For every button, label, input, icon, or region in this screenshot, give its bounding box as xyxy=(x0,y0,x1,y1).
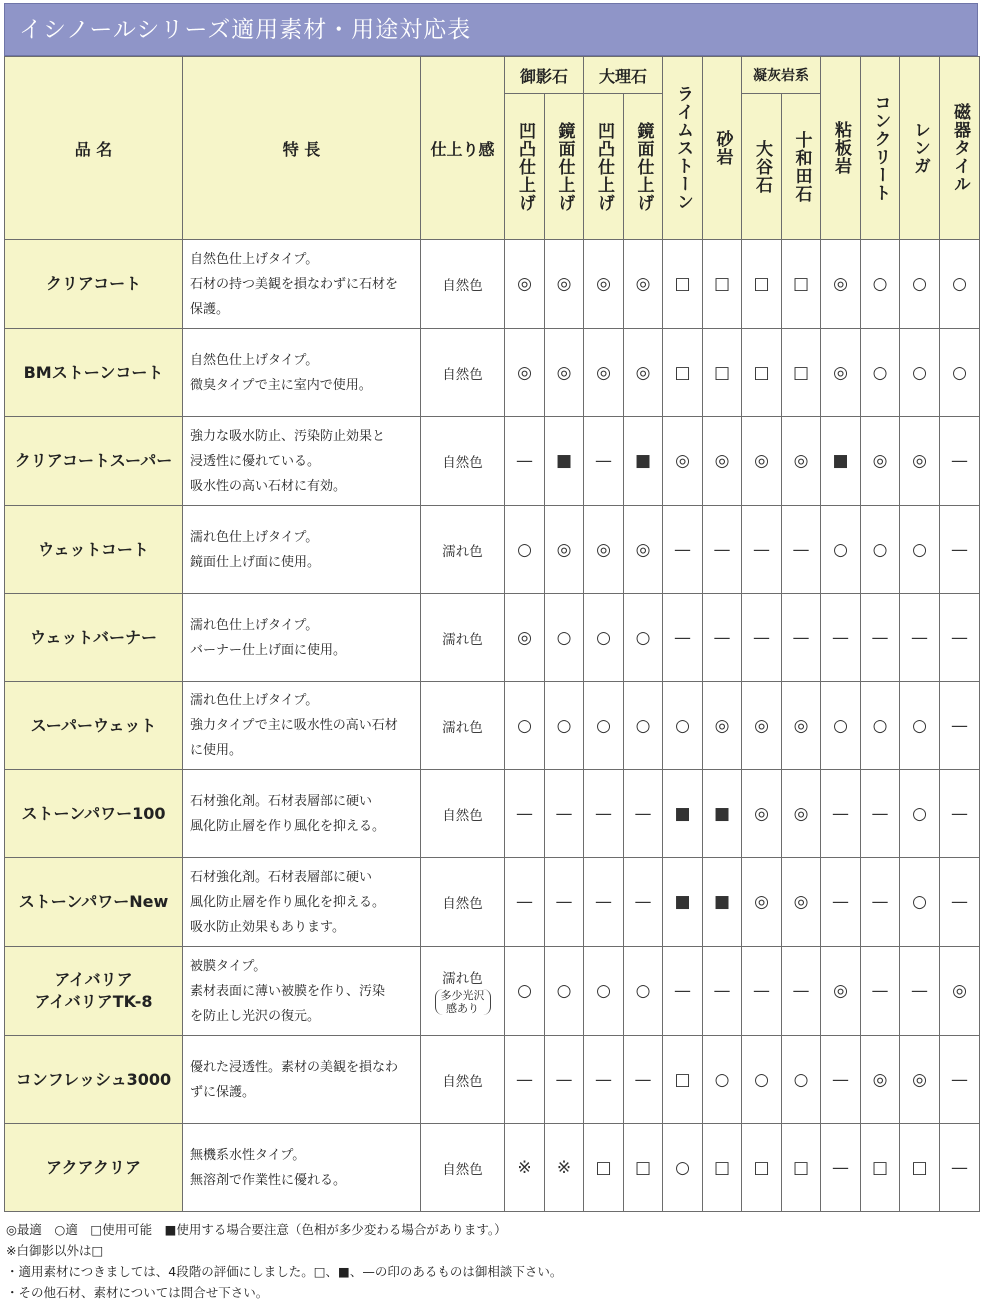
header-col-granite-rough: 凹凸仕上げ xyxy=(505,94,545,240)
finish-cell xyxy=(421,947,505,1036)
header-group-marble: 大理石 xyxy=(584,57,663,94)
rating-mark: □ xyxy=(584,1124,624,1212)
rating-mark: ○ xyxy=(505,506,545,594)
finish-cell xyxy=(421,329,505,417)
rating-mark: □ xyxy=(742,1124,782,1212)
feature-line: 無機系水性タイプ。 xyxy=(190,1147,306,1163)
feature-line: 浸透性に優れている。 xyxy=(190,453,321,469)
rating-mark: — xyxy=(703,947,742,1036)
header-col-marble-polished: 鏡面仕上げ xyxy=(624,94,663,240)
rating-mark: — xyxy=(584,770,624,858)
rating-mark: — xyxy=(940,1036,980,1124)
feature-line: 素材表面に薄い被膜を作り、汚染 xyxy=(190,983,386,999)
finish-cell xyxy=(421,506,505,594)
header-group-granite: 御影石 xyxy=(505,57,584,94)
rating-mark: ○ xyxy=(821,506,861,594)
product-name-cell xyxy=(5,506,183,594)
rating-mark: ○ xyxy=(663,1124,703,1212)
rating-mark: — xyxy=(624,770,663,858)
finish-cell xyxy=(421,1124,505,1212)
feature-line: 強力な吸水防止、汚染防止効果と xyxy=(190,428,386,444)
rating-mark: — xyxy=(861,947,900,1036)
feature-line: 石材の持つ美観を損なわずに石材を xyxy=(190,276,399,292)
feature-line: 鏡面仕上げ面に使用。 xyxy=(190,554,321,570)
legend-notes xyxy=(6,1219,976,1303)
rating-mark: □ xyxy=(663,329,703,417)
rating-mark: — xyxy=(584,417,624,506)
rating-mark: ○ xyxy=(663,682,703,770)
product-name: ウェットコート xyxy=(38,539,149,559)
rating-mark: ◎ xyxy=(505,329,545,417)
rating-mark: ■ xyxy=(703,770,742,858)
rating-mark: — xyxy=(821,594,861,682)
feature-line: 優れた浸透性。素材の美観を損なわ xyxy=(190,1059,399,1075)
rating-mark: ○ xyxy=(900,240,940,329)
rating-mark: ◎ xyxy=(545,240,584,329)
header-product: 品 名 xyxy=(5,57,183,240)
finish-value: 自然色 xyxy=(442,455,483,471)
rating-mark: ◎ xyxy=(584,240,624,329)
rating-mark: ○ xyxy=(584,947,624,1036)
rating-mark: — xyxy=(742,947,782,1036)
rating-mark: ○ xyxy=(505,682,545,770)
compatibility-table xyxy=(4,56,980,1212)
rating-mark: ○ xyxy=(861,240,900,329)
rating-mark: □ xyxy=(703,1124,742,1212)
product-name-cell xyxy=(5,1036,183,1124)
finish-value: 濡れ色 xyxy=(442,970,483,987)
rating-mark: — xyxy=(861,594,900,682)
header-col-towada-stone: 十和田石 xyxy=(782,94,821,240)
rating-mark: ○ xyxy=(703,1036,742,1124)
finish-value: 自然色 xyxy=(442,278,483,294)
rating-mark: □ xyxy=(782,329,821,417)
table-row xyxy=(5,329,980,417)
finish-value: 濡れ色 xyxy=(442,719,483,736)
feature-cell xyxy=(183,1036,421,1124)
rating-mark: — xyxy=(505,770,545,858)
rating-mark: □ xyxy=(782,240,821,329)
rating-mark: ◎ xyxy=(703,417,742,506)
header-col-slate: 粘板岩 xyxy=(821,57,861,240)
rating-mark: — xyxy=(940,417,980,506)
finish-value: 自然色 xyxy=(442,807,483,824)
finish-value: 自然色 xyxy=(442,896,483,912)
feature-cell xyxy=(183,682,421,770)
product-name: アイバリア xyxy=(54,970,133,989)
rating-mark: — xyxy=(505,417,545,506)
rating-mark: — xyxy=(703,506,742,594)
rating-mark: ○ xyxy=(782,1036,821,1124)
rating-mark: ○ xyxy=(900,506,940,594)
rating-mark: — xyxy=(505,1036,545,1124)
feature-line: 風化防止層を作り風化を抑える。 xyxy=(190,894,386,910)
note-contact: ・その他石材、素材については問合せ下さい。 xyxy=(6,1285,269,1300)
rating-mark: — xyxy=(663,947,703,1036)
rating-mark: ■ xyxy=(663,770,703,858)
feature-line: 自然色仕上げタイプ。 xyxy=(190,352,319,368)
table-row xyxy=(5,506,980,594)
rating-mark: — xyxy=(861,858,900,947)
product-name-cell xyxy=(5,417,183,506)
rating-mark: ◎ xyxy=(742,858,782,947)
rating-mark: □ xyxy=(663,1036,703,1124)
rating-mark: ◎ xyxy=(900,1036,940,1124)
product-name-cell xyxy=(5,770,183,858)
header-col-concrete: コンクリート xyxy=(861,57,900,240)
rating-mark: — xyxy=(663,594,703,682)
product-name: BMストーンコート xyxy=(23,362,164,382)
rating-mark: ◎ xyxy=(821,329,861,417)
product-name: コンフレッシュ3000 xyxy=(15,1069,172,1089)
feature-cell xyxy=(183,858,421,947)
rating-mark: ○ xyxy=(900,858,940,947)
feature-line: 吸水防止効果もあります。 xyxy=(190,919,345,935)
product-name: ストーンパワー100 xyxy=(21,803,166,823)
rating-mark: ◎ xyxy=(782,858,821,947)
rating-mark: — xyxy=(940,770,980,858)
table-row xyxy=(5,770,980,858)
header-group-tuff: 凝灰岩系 xyxy=(742,57,821,94)
product-name-cell xyxy=(5,594,183,682)
feature-cell xyxy=(183,770,421,858)
rating-mark: ○ xyxy=(545,682,584,770)
feature-line: 濡れ色仕上げタイプ。 xyxy=(190,617,319,633)
header-col-brick: レンガ xyxy=(900,57,940,240)
header-col-granite-polished: 鏡面仕上げ xyxy=(545,94,584,240)
feature-cell xyxy=(183,947,421,1036)
feature-line: 強力タイプで主に吸水性の高い石材 xyxy=(190,718,398,733)
feature-cell xyxy=(183,417,421,506)
feature-line: 濡れ色仕上げタイプ。 xyxy=(190,693,319,708)
product-name-cell xyxy=(5,947,183,1036)
rating-mark: ○ xyxy=(624,947,663,1036)
rating-mark: — xyxy=(940,1124,980,1212)
finish-note xyxy=(435,989,491,1015)
feature-line: 濡れ色仕上げタイプ。 xyxy=(190,529,319,545)
product-name-cell xyxy=(5,858,183,947)
header-col-porcelain-tile: 磁器タイル xyxy=(940,57,980,240)
rating-mark: ◎ xyxy=(782,417,821,506)
rating-mark: — xyxy=(821,1124,861,1212)
rating-mark: ○ xyxy=(940,329,980,417)
rating-mark: ■ xyxy=(821,417,861,506)
rating-mark: ◎ xyxy=(505,240,545,329)
rating-mark: — xyxy=(940,682,980,770)
finish-cell xyxy=(421,417,505,506)
finish-cell xyxy=(421,240,505,329)
rating-mark: ■ xyxy=(703,858,742,947)
rating-mark: ○ xyxy=(821,682,861,770)
table-row xyxy=(5,417,980,506)
rating-mark: — xyxy=(545,770,584,858)
rating-mark: ○ xyxy=(545,594,584,682)
rating-mark: — xyxy=(782,947,821,1036)
header-col-sandstone: 砂岩 xyxy=(703,57,742,240)
product-name-cell xyxy=(5,329,183,417)
finish-cell xyxy=(421,682,505,770)
finish-value: 濡れ色 xyxy=(442,631,483,648)
rating-mark: — xyxy=(742,506,782,594)
product-name-secondary: アイバリアTK-8 xyxy=(34,992,153,1011)
note-white-granite: ※白御影以外は□ xyxy=(6,1243,104,1258)
product-name-cell xyxy=(5,1124,183,1212)
feature-line: に使用。 xyxy=(190,743,243,758)
rating-mark: ◎ xyxy=(624,506,663,594)
table-row xyxy=(5,858,980,947)
rating-mark: — xyxy=(940,858,980,947)
header-col-oya-stone: 大谷石 xyxy=(742,94,782,240)
rating-mark: ○ xyxy=(742,1036,782,1124)
finish-note-line: 感あり xyxy=(446,1001,479,1015)
rating-mark: — xyxy=(821,858,861,947)
rating-mark: ◎ xyxy=(742,417,782,506)
rating-mark: ◎ xyxy=(821,947,861,1036)
product-name: スーパーウェット xyxy=(30,715,157,735)
rating-mark: ◎ xyxy=(782,682,821,770)
finish-value: 自然色 xyxy=(442,1161,483,1178)
rating-mark: ○ xyxy=(505,947,545,1036)
rating-mark: ◎ xyxy=(545,506,584,594)
rating-mark: — xyxy=(742,594,782,682)
rating-mark: □ xyxy=(900,1124,940,1212)
feature-line: バーナー仕上げ面に使用。 xyxy=(190,642,347,658)
table-row xyxy=(5,947,980,1036)
feature-cell xyxy=(183,594,421,682)
feature-line: 風化防止層を作り風化を抑える。 xyxy=(190,818,386,834)
finish-note-line: 多少光沢 xyxy=(440,988,485,1002)
rating-mark: — xyxy=(624,858,663,947)
rating-mark: ◎ xyxy=(663,417,703,506)
feature-cell xyxy=(183,1124,421,1212)
header-col-limestone: ライムストーン xyxy=(663,57,703,240)
rating-mark: □ xyxy=(861,1124,900,1212)
rating-mark: ○ xyxy=(624,682,663,770)
rating-mark: — xyxy=(940,506,980,594)
product-name: アクアクリア xyxy=(45,1157,142,1177)
rating-mark: ◎ xyxy=(742,770,782,858)
finish-cell xyxy=(421,594,505,682)
finish-value: 自然色 xyxy=(442,366,483,383)
rating-mark: □ xyxy=(782,1124,821,1212)
finish-value: 自然色 xyxy=(442,1073,483,1090)
rating-mark: ◎ xyxy=(545,329,584,417)
rating-mark: — xyxy=(663,506,703,594)
rating-mark: ※ xyxy=(545,1124,584,1212)
rating-mark: ○ xyxy=(584,594,624,682)
rating-mark: — xyxy=(861,770,900,858)
finish-value: 濡れ色 xyxy=(442,543,483,560)
rating-mark: □ xyxy=(703,240,742,329)
rating-mark: ■ xyxy=(545,417,584,506)
rating-mark: — xyxy=(782,594,821,682)
table-row xyxy=(5,1036,980,1124)
feature-line: 石材強化剤。石材表層部に硬い xyxy=(190,869,373,885)
feature-line: 自然色仕上げタイプ。 xyxy=(190,251,319,267)
rating-mark: — xyxy=(584,1036,624,1124)
product-name-cell xyxy=(5,682,183,770)
rating-mark: — xyxy=(624,1036,663,1124)
rating-mark: ◎ xyxy=(742,682,782,770)
product-name-cell xyxy=(5,240,183,329)
product-name: ストーンパワーNew xyxy=(18,892,169,911)
table-row xyxy=(5,594,980,682)
rating-mark: ○ xyxy=(861,506,900,594)
rating-mark: ○ xyxy=(584,682,624,770)
rating-mark: ◎ xyxy=(900,417,940,506)
rating-mark: ◎ xyxy=(782,770,821,858)
rating-mark: □ xyxy=(703,329,742,417)
rating-mark: □ xyxy=(624,1124,663,1212)
rating-mark: ◎ xyxy=(584,329,624,417)
rating-mark: ○ xyxy=(900,329,940,417)
note-evaluation: ・適用素材につきましては、4段階の評価にしました。□、■、—の印のあるものは御相談下さい。 xyxy=(6,1264,563,1279)
table-row xyxy=(5,682,980,770)
rating-mark: — xyxy=(900,594,940,682)
page-title: イシノールシリーズ適用素材・用途対応表 xyxy=(4,3,978,56)
feature-cell xyxy=(183,329,421,417)
rating-mark: ○ xyxy=(940,240,980,329)
feature-line: 無溶剤で作業性に優れる。 xyxy=(190,1172,347,1188)
finish-cell xyxy=(421,858,505,947)
rating-mark: ○ xyxy=(900,770,940,858)
rating-mark: ◎ xyxy=(703,682,742,770)
feature-line: 保護。 xyxy=(190,301,230,317)
rating-mark: ◎ xyxy=(584,506,624,594)
feature-cell xyxy=(183,240,421,329)
rating-mark: ■ xyxy=(624,417,663,506)
rating-mark: ◎ xyxy=(624,329,663,417)
feature-line: 微臭タイプで主に室内で使用。 xyxy=(190,377,372,393)
rating-mark: — xyxy=(584,858,624,947)
header-finish: 仕上り感 xyxy=(421,57,505,240)
table-row xyxy=(5,1124,980,1212)
rating-mark: □ xyxy=(663,240,703,329)
rating-mark: ○ xyxy=(545,947,584,1036)
header-feature: 特 長 xyxy=(183,57,421,240)
rating-mark: — xyxy=(900,947,940,1036)
finish-cell xyxy=(421,770,505,858)
header-col-marble-rough: 凹凸仕上げ xyxy=(584,94,624,240)
rating-mark: ◎ xyxy=(861,1036,900,1124)
rating-mark: ○ xyxy=(861,682,900,770)
rating-mark: — xyxy=(821,1036,861,1124)
rating-mark: ○ xyxy=(900,682,940,770)
rating-mark: ◎ xyxy=(505,594,545,682)
product-name: クリアコートスーパー xyxy=(14,451,173,470)
feature-line: 被膜タイプ。 xyxy=(190,958,267,974)
rating-mark: — xyxy=(505,858,545,947)
feature-line: ずに保護。 xyxy=(190,1084,256,1100)
rating-mark: — xyxy=(545,1036,584,1124)
rating-mark: ◎ xyxy=(624,240,663,329)
rating-mark: — xyxy=(545,858,584,947)
finish-cell xyxy=(421,1036,505,1124)
rating-mark: — xyxy=(821,770,861,858)
rating-mark: — xyxy=(940,594,980,682)
table-row xyxy=(5,240,980,329)
feature-line: 吸水性の高い石材に有効。 xyxy=(190,478,347,494)
rating-mark: □ xyxy=(742,329,782,417)
feature-line: 石材強化剤。石材表層部に硬い xyxy=(190,793,373,809)
legend-line: ◎最適 ○適 □使用可能 ■使用する場合要注意（色相が多少変わる場合があります。） xyxy=(6,1222,507,1237)
rating-mark: ■ xyxy=(663,858,703,947)
rating-mark: ◎ xyxy=(940,947,980,1036)
feature-cell xyxy=(183,506,421,594)
feature-line: を防止し光沢の復元。 xyxy=(190,1008,321,1024)
rating-mark: ※ xyxy=(505,1124,545,1212)
rating-mark: □ xyxy=(742,240,782,329)
rating-mark: ○ xyxy=(861,329,900,417)
rating-mark: ○ xyxy=(624,594,663,682)
product-name: ウェットバーナー xyxy=(29,627,158,647)
rating-mark: ◎ xyxy=(821,240,861,329)
rating-mark: — xyxy=(703,594,742,682)
rating-mark: — xyxy=(782,506,821,594)
rating-mark: ◎ xyxy=(861,417,900,506)
product-name: クリアコート xyxy=(45,274,142,293)
